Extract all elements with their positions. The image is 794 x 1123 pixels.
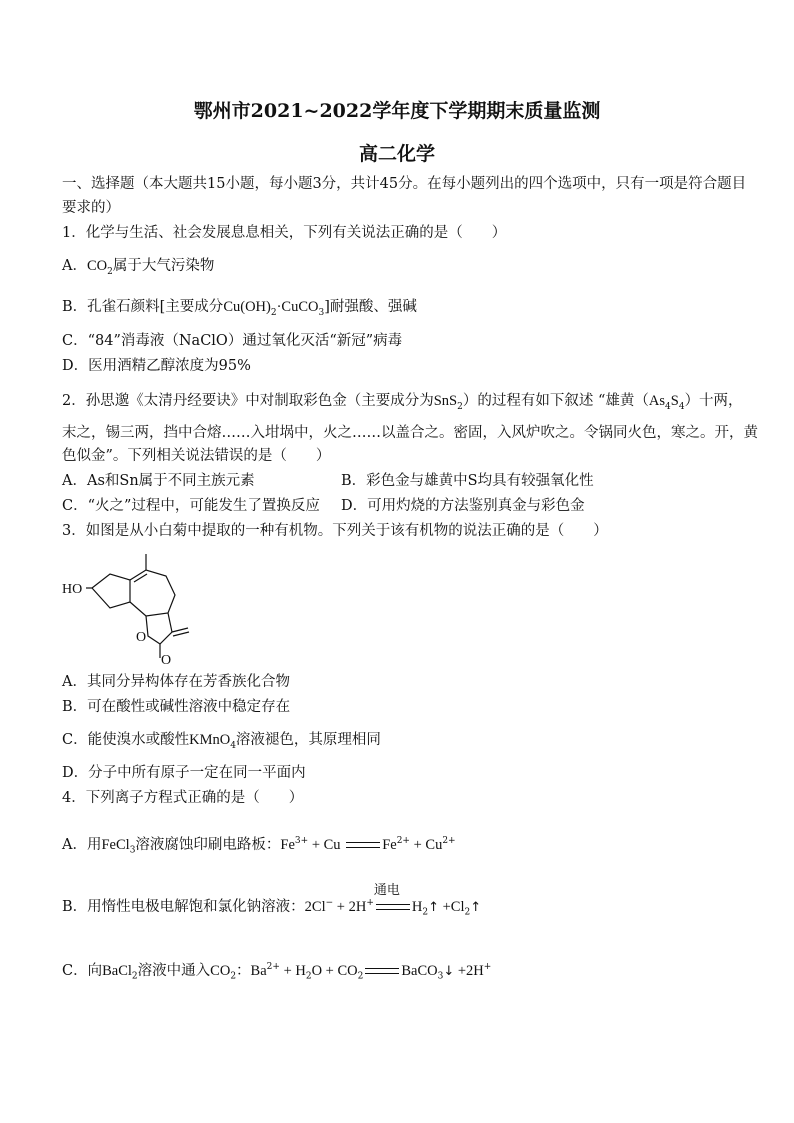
- q4-a-r1: Fe: [280, 836, 295, 853]
- methylene-bond-2: [173, 632, 189, 636]
- q4-c-r3-sub: 2: [357, 971, 364, 982]
- q1-option-c: C．“84”消毒液（NaClO）通过氧化灭活“新冠”病毒: [62, 333, 403, 349]
- q4-c-r1-charge: 2+: [266, 962, 280, 972]
- q1-b-formula-1: Cu(OH): [223, 299, 271, 315]
- q4-c-formula-2-sub: 2: [230, 971, 237, 982]
- q2-formula-as: As: [648, 393, 666, 409]
- q1-option-d: D．医用酒精乙醇浓度为95%: [62, 358, 251, 374]
- exam-subject: 高二化学: [358, 143, 435, 165]
- struct-ring-o-label: O: [136, 630, 147, 645]
- q4-b-p1: H: [411, 898, 423, 915]
- q4-a-pre: A．用: [62, 836, 102, 853]
- q4-b-p2: +Cl: [438, 898, 465, 915]
- q4-c-r2: + H: [279, 962, 306, 979]
- q4-a-r1-charge: 3+: [294, 836, 309, 846]
- q4-b-electrolysis-sign: [373, 882, 410, 910]
- q4-a-p2: + Cu: [409, 836, 443, 853]
- q3-option-c: [62, 730, 381, 756]
- q4-c-r3: O + CO: [311, 962, 358, 979]
- cyclopentane-ring: [92, 574, 130, 608]
- q4-a-equals-sign: [346, 842, 380, 848]
- q1-option-b: [62, 297, 417, 323]
- precipitate-down-arrow-icon: ↓: [443, 963, 455, 979]
- q4-c-formula-sub: 2: [131, 971, 138, 982]
- struct-ho-label: HO: [62, 582, 83, 597]
- q1-a-text: 属于大气污染物: [112, 258, 215, 274]
- q4-c-pre: C．向: [62, 962, 103, 979]
- q4-b-p2-sub: 2: [464, 907, 471, 918]
- q2-option-c: C．“火之”过程中，可能发生了置换反应: [62, 498, 320, 514]
- exam-title: 鄂州市2021~2022学年度下学期期末质量监测: [193, 100, 601, 122]
- q4-a-formula: FeCl: [101, 836, 130, 853]
- q4-c-p2-charge: +: [483, 962, 492, 972]
- cycloheptane-ring: [130, 570, 175, 616]
- ring-double-bond: [134, 574, 147, 582]
- q1-b-subscript: 2: [270, 307, 277, 318]
- q4-a-p2-charge: 2+: [442, 836, 456, 846]
- q1-option-a: [62, 256, 214, 282]
- q4-c-colon: ：: [236, 962, 251, 979]
- q4-b-r-charge: −: [325, 898, 334, 908]
- q4-c-formula-2: CO: [210, 962, 231, 979]
- q2-stem-line1: [62, 391, 743, 417]
- q3-option-a: A．其同分异构体存在芳香族化合物: [62, 674, 290, 690]
- q4-b-pre: B．用惰性电极电解饱和氯化钠溶液：: [62, 898, 305, 915]
- section-instructions-line2: 要求的）: [62, 200, 120, 216]
- q4-b-r2-charge: +: [366, 898, 374, 908]
- q4-b-r: 2Cl: [304, 898, 326, 915]
- q1-b-subscript-2: 3: [318, 307, 325, 318]
- q4-a-formula-sub: 3: [129, 845, 136, 856]
- q2-stem-line3: 色似金”。下列相关说法错误的是（ ）: [62, 448, 331, 464]
- lactone-ring: [146, 613, 172, 644]
- q2-formula-s-sub: 4: [678, 401, 685, 412]
- q2-option-a: A．As和Sn属于不同主族元素: [62, 473, 255, 489]
- q4-a-p1-charge: 2+: [396, 836, 410, 846]
- methylene-bond-1: [172, 628, 188, 632]
- q4-b-condition: 通电: [373, 882, 400, 898]
- q4-c-p1-sub: 3: [437, 971, 444, 982]
- q3-option-b: B．可在酸性或碱性溶液中稳定存在: [62, 699, 291, 715]
- q3-option-d: D．分子中所有原子一定在同一平面内: [62, 765, 306, 781]
- q4-option-b: [62, 882, 482, 923]
- q4-a-r2: + Cu: [308, 836, 345, 853]
- q4-stem: 4．下列离子方程式正确的是（ ）: [62, 790, 304, 806]
- q1-a-subscript: 2: [107, 266, 113, 277]
- gas-up-arrow-icon-2: ↑: [470, 899, 482, 915]
- q2-formula-sns-sub: 2: [457, 401, 463, 412]
- q2-formula-as-sub: 4: [665, 401, 671, 412]
- q4-a-mid: 溶液腐蚀印刷电路板：: [135, 836, 281, 853]
- q3-c-subscript: 4: [230, 740, 236, 751]
- q3-structure-diagram: [62, 546, 212, 666]
- q2-formula-s: S: [670, 393, 679, 409]
- q3-c-pre: C．能使溴水或酸性: [62, 732, 190, 748]
- q1-b-text: ]耐强酸、强碱: [324, 299, 417, 315]
- q2-stem-line2: 末之，锡三两，挡中合熔……入坩埚中，火之……以盖合之。密固，入风炉吹之。令锅同火色，寒之。开，黄: [62, 425, 758, 441]
- q4-c-formula: BaCl: [102, 962, 132, 979]
- q1-a-label: A．: [62, 258, 87, 274]
- q4-c-p1: BaCO: [401, 962, 438, 979]
- q3-c-formula: KMnO: [189, 732, 231, 748]
- q2-option-b: B．彩色金与雄黄中S均具有较强氧化性: [341, 473, 594, 489]
- q1-b-label: B．孔雀石颜料[主要成分: [62, 299, 224, 315]
- q2-option-d: D．可用灼烧的方法鉴别真金与彩色金: [341, 498, 585, 514]
- gas-up-arrow-icon: ↑: [428, 899, 439, 915]
- q4-b-p1-sub: 2: [422, 907, 429, 918]
- q4-c-r2-sub: 2: [305, 971, 312, 982]
- q1-b-formula-2: ·CuCO: [276, 299, 319, 315]
- q2-formula-sns: SnS: [433, 393, 458, 409]
- q4-a-p1: Fe: [382, 836, 397, 853]
- q4-c-mid: 溶液中通入: [137, 962, 211, 979]
- q4-c-equals-sign: [365, 968, 399, 974]
- section-instructions-line1: 一、选择题（本大题共15小题，每小题3分，共计45分。在每小题列出的四个选项中，只有一项是符合题目: [62, 176, 747, 192]
- q1-a-formula: CO: [86, 258, 108, 274]
- q3-c-post: 溶液褪色，其原理相同: [235, 732, 381, 748]
- q2-stem-pre: 2．孙思邈《太清丹经要诀》中对制取彩色金（主要成分为: [62, 393, 434, 409]
- struct-carbonyl-o-label: O: [161, 653, 172, 666]
- q4-c-r1: Ba: [250, 962, 267, 979]
- q4-option-c: [62, 957, 491, 987]
- q2-stem-mid: ）的过程有如下叙述 “雄黄（: [462, 393, 649, 409]
- q3-stem: 3．如图是从小白菊中提取的一种有机物。下列关于该有机物的说法正确的是（ ）: [62, 523, 608, 539]
- q4-option-a: [62, 831, 456, 861]
- q4-c-p2: +2H: [454, 962, 484, 979]
- q2-stem-post: ）十两，: [684, 393, 743, 409]
- q1-stem: 1．化学与生活、社会发展息息相关，下列有关说法正确的是（ ）: [62, 225, 507, 241]
- q4-b-r2: + 2H: [333, 898, 367, 915]
